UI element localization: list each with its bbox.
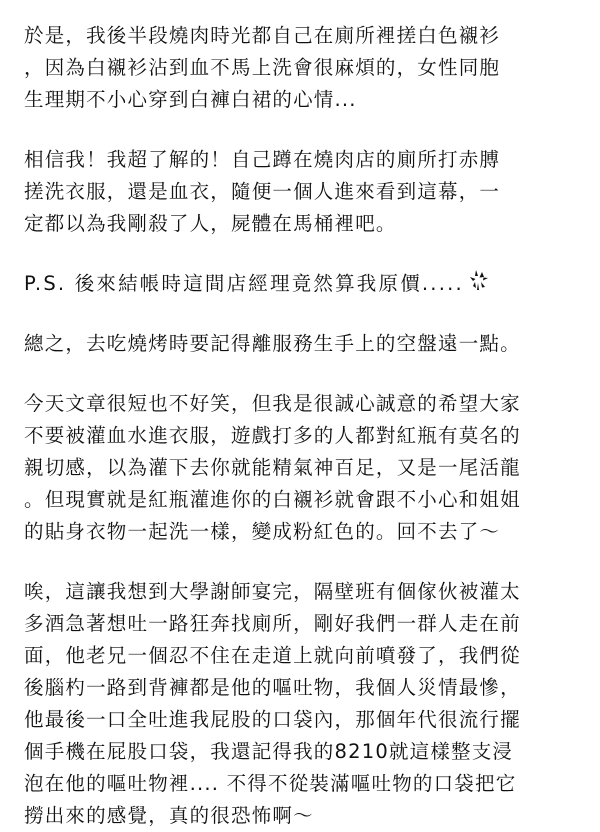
ps-text: P.S. 後來結帳時這間店經理竟然算我原價..... — [24, 272, 464, 295]
text-line: 唉，這讓我想到大學謝師宴完，隔壁班有個傢伙被灌太 — [24, 580, 521, 603]
text-line: 撈出來的感覺，真的很恐怖啊～ — [24, 804, 314, 827]
paragraph-3 — [24, 328, 582, 360]
paragraph-ps — [24, 268, 582, 300]
text-line: 生理期不小心穿到白褲白裙的心情... — [24, 88, 357, 111]
text-line: 泡在他的嘔吐物裡.... 不得不從裝滿嘔吐物的口袋把它 — [24, 772, 517, 795]
text-line: 於是，我後半段燒肉時光都自己在廁所裡搓白色襯衫 — [24, 24, 501, 47]
text-line: 面，他老兄一個忍不住在走道上就向前噴發了，我們從 — [24, 644, 521, 667]
ps-line — [24, 268, 582, 300]
text-line: 不要被灌血水進衣服，遊戲打多的人都對紅瓶有莫名的 — [24, 424, 521, 447]
text-line: 他最後一口全吐進我屁股的口袋內，那個年代很流行擺 — [24, 708, 521, 731]
text-line: 搓洗衣服，還是血衣，隨便一個人進來看到這幕，一 — [24, 180, 501, 203]
text-line: 的貼身衣物一起洗一樣，變成粉紅色的。回不去了～ — [24, 520, 501, 543]
paragraph-1 — [24, 20, 582, 116]
text-line: 多酒急著想吐一路狂奔找廁所，剛好我們一群人走在前 — [24, 612, 521, 635]
angry-vein-icon — [466, 268, 492, 294]
text-line: 定都以為我剛殺了人，屍體在馬桶裡吧。 — [24, 212, 397, 235]
paragraph-5 — [24, 576, 582, 832]
text-line: 相信我！我超了解的！自己蹲在燒肉店的廁所打赤膊 — [24, 148, 501, 171]
text-line: 親切感，以為灌下去你就能精氣神百足，又是一尾活龍 — [24, 456, 521, 479]
text-line: 個手機在屁股口袋，我還記得我的8210就這樣整支浸 — [24, 740, 514, 763]
text-line: 今天文章很短也不好笑，但我是很誠心誠意的希望大家 — [24, 392, 521, 415]
text-line: 。但現實就是紅瓶灌進你的白襯衫就會跟不小心和姐姐 — [24, 488, 521, 511]
text-line: 總之，去吃燒烤時要記得離服務生手上的空盤遠一點。 — [24, 332, 521, 355]
text-line: 後腦杓一路到背褲都是他的嘔吐物，我個人災情最慘， — [24, 676, 521, 699]
text-line: ，因為白襯衫沾到血不馬上洗會很麻煩的，女性同胞 — [24, 56, 501, 79]
paragraph-4 — [24, 388, 582, 548]
paragraph-2 — [24, 144, 582, 240]
